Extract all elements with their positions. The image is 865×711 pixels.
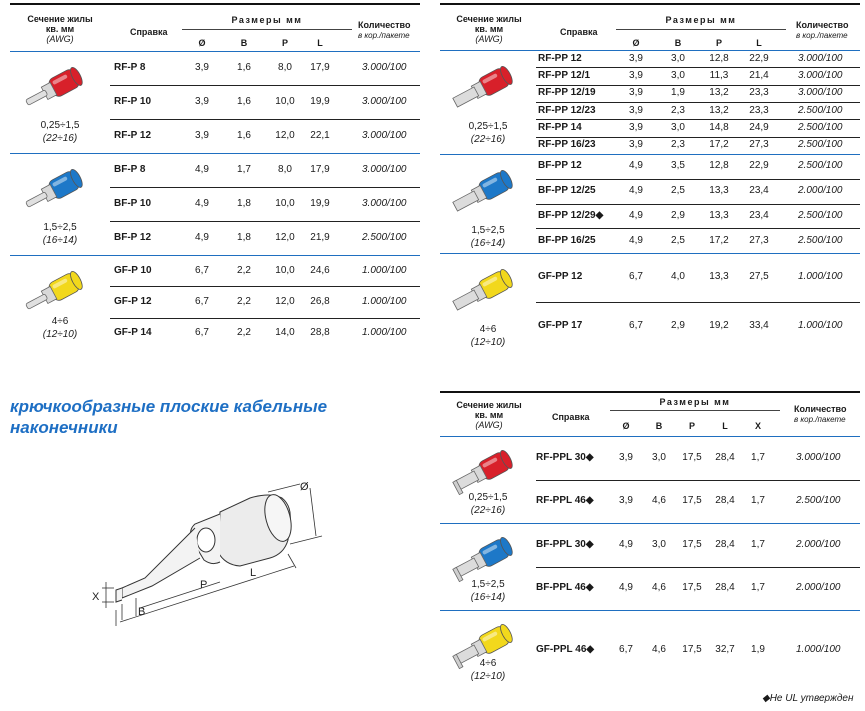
product-code: RF-PP 16/23	[538, 139, 596, 151]
terminal-group	[440, 523, 860, 610]
quantity-value: 1.000/100	[798, 319, 843, 331]
header-section-awg: (AWG)	[475, 34, 503, 44]
dim-d: 3,9	[629, 104, 643, 116]
dim-p: 12,8	[709, 52, 729, 64]
quantity-value: 2.000/100	[796, 582, 841, 594]
drawing-hole	[197, 528, 215, 552]
header-quantity-sub: в кор./пакете	[358, 31, 410, 40]
header-dimensions: Размеры мм	[231, 15, 303, 25]
quantity-value: 2.500/100	[798, 121, 843, 133]
drawing-label-b: B	[138, 606, 146, 618]
dim-d: 6,7	[195, 264, 209, 276]
header-dimensions-rule	[616, 29, 786, 30]
dim-d: 3,9	[619, 495, 633, 507]
product-code: RF-PP 14	[538, 121, 582, 133]
awg-mm2: 1,5÷2,5	[471, 579, 505, 590]
header-section-awg: (AWG)	[46, 34, 74, 44]
header-col-d: Ø	[622, 421, 630, 431]
quantity-value: 3.000/100	[362, 164, 407, 175]
table-row	[440, 228, 860, 253]
awg-mm2: 0,25÷1,5	[40, 120, 80, 131]
dim-p: 14,8	[709, 121, 729, 133]
awg-gauge: (16÷14)	[470, 592, 506, 603]
row-divider	[110, 85, 420, 86]
dim-x: 1,7	[751, 495, 765, 507]
awg-gauge: (16÷14)	[470, 238, 506, 249]
header-col-b: B	[655, 421, 663, 431]
dim-b: 2,2	[237, 295, 251, 307]
dim-d: 6,7	[629, 271, 643, 283]
table-row	[10, 51, 420, 85]
terminal-group	[440, 610, 860, 689]
dim-l: 23,3	[749, 104, 769, 116]
table-row	[440, 567, 860, 611]
header-section-line2: кв. мм	[474, 410, 504, 420]
awg-gauge: (22÷16)	[470, 134, 506, 145]
table-row	[440, 50, 860, 67]
dim-b: 2,5	[671, 234, 685, 246]
dim-x: 1,7	[751, 538, 765, 550]
product-code: RF-PP 12	[538, 52, 582, 64]
product-code: BF-PP 12/25	[538, 185, 596, 197]
quantity-value: 2.000/100	[796, 538, 841, 550]
header-col-p: P	[688, 421, 695, 431]
product-code: GF-PPL 46◆	[536, 643, 595, 655]
table-row	[10, 255, 420, 286]
dim-p: 13,2	[709, 87, 729, 99]
dim-b: 1,8	[237, 198, 251, 209]
quantity-value: 2.500/100	[798, 209, 843, 221]
dim-l: 21,4	[749, 69, 769, 81]
dim-d: 3,9	[629, 52, 643, 64]
dim-d: 3,9	[629, 121, 643, 133]
dim-p: 17,5	[682, 451, 702, 463]
row-divider	[536, 480, 860, 481]
dim-b: 1,8	[237, 232, 251, 243]
header-section-line1: Сечение жилы	[456, 14, 522, 24]
section-title	[10, 396, 327, 438]
dim-p: 13,2	[709, 104, 729, 116]
header-col-b: B	[240, 38, 248, 48]
dim-b: 2,9	[671, 209, 685, 221]
dim-p: 17,5	[682, 495, 702, 507]
dim-d: 4,9	[195, 232, 209, 243]
awg-gauge: (12÷10)	[470, 671, 506, 682]
terminal-group	[440, 436, 860, 523]
dim-d: 4,9	[619, 538, 633, 550]
product-code: BF-PP 16/25	[538, 234, 596, 246]
dim-p: 17,5	[682, 538, 702, 550]
product-code: BF-P 8	[114, 164, 146, 175]
header-quantity	[796, 20, 860, 41]
header-col-d: Ø	[198, 38, 206, 48]
dim-b: 3,0	[671, 69, 685, 81]
row-divider	[536, 102, 860, 103]
quantity-value: 3.000/100	[362, 130, 407, 141]
section-title-line2: наконечники	[10, 418, 118, 437]
footnote-not-ul: ◆Не UL утвержден	[762, 693, 854, 704]
product-code: RF-PPL 30◆	[536, 451, 594, 463]
header-dimensions: Размеры мм	[659, 397, 731, 407]
table-pin-terminals	[10, 3, 420, 351]
quantity-value: 2.500/100	[798, 234, 843, 246]
dim-l: 28,8	[310, 327, 330, 339]
header-col-b: B	[674, 38, 682, 48]
dim-b: 4,6	[652, 643, 666, 655]
quantity-value: 2.500/100	[362, 232, 407, 243]
table-row	[440, 610, 860, 689]
header-dimensions-rule	[182, 29, 352, 30]
dim-d: 3,9	[195, 62, 209, 73]
table-top-border	[440, 391, 860, 393]
dim-b: 2,5	[671, 185, 685, 197]
dim-p: 17,2	[709, 139, 729, 151]
header-section	[440, 400, 538, 430]
dim-l: 19,9	[310, 96, 330, 107]
dim-p: 10,0	[275, 198, 295, 209]
product-code: BF-PPL 46◆	[536, 582, 594, 594]
dim-b: 2,2	[237, 327, 251, 339]
dim-l: 23,4	[749, 209, 769, 221]
dim-x: 1,7	[751, 582, 765, 594]
quantity-value: 3.000/100	[362, 198, 407, 209]
product-code: RF-PP 12/1	[538, 69, 591, 81]
header-col-l: L	[722, 421, 728, 431]
table-row	[440, 253, 860, 302]
awg-gauge: (12÷10)	[42, 329, 78, 340]
row-divider	[536, 228, 860, 229]
dim-b: 3,0	[652, 538, 666, 550]
product-code: GF-PP 17	[538, 319, 583, 331]
row-divider	[536, 567, 860, 568]
dim-l: 27,5	[749, 271, 769, 283]
awg-gauge: (22÷16)	[42, 133, 78, 144]
dim-b: 4,0	[671, 271, 685, 283]
product-code: GF-P 14	[114, 327, 152, 339]
table-row	[440, 119, 860, 136]
quantity-value: 2.500/100	[796, 495, 841, 507]
terminal-group	[440, 253, 860, 350]
product-code: GF-PP 12	[538, 271, 583, 283]
dim-l: 27,3	[749, 234, 769, 246]
dim-p: 10,0	[275, 96, 295, 107]
dim-d: 4,9	[195, 164, 209, 175]
header-section-line1: Сечение жилы	[27, 14, 93, 24]
dim-l: 22,9	[749, 160, 769, 172]
dim-l: 22,1	[310, 130, 330, 141]
dim-b: 3,5	[671, 160, 685, 172]
dim-d: 3,9	[619, 451, 633, 463]
product-code: RF-PP 12/19	[538, 87, 596, 99]
row-divider	[536, 67, 860, 68]
dim-d: 3,9	[629, 87, 643, 99]
terminal-dimension-drawing	[92, 470, 330, 640]
product-code: RF-PP 12/23	[538, 104, 596, 116]
quantity-value: 3.000/100	[796, 451, 841, 463]
product-code: RF-PPL 46◆	[536, 495, 594, 507]
header-col-l: L	[756, 38, 762, 48]
row-divider	[110, 286, 420, 287]
quantity-value: 3.000/100	[798, 52, 843, 64]
header-quantity-label: Количество	[794, 404, 847, 414]
product-code: BF-PP 12	[538, 160, 582, 172]
dim-l: 28,4	[715, 538, 735, 550]
dim-b: 3,0	[671, 121, 685, 133]
header-reference: Справка	[560, 27, 598, 37]
quantity-value: 1.000/100	[362, 295, 407, 307]
dim-d: 4,9	[629, 160, 643, 172]
quantity-value: 1.000/100	[796, 643, 841, 655]
dim-b: 2,2	[237, 264, 251, 276]
quantity-value: 3.000/100	[362, 62, 407, 73]
dim-d: 4,9	[195, 198, 209, 209]
terminal-group	[10, 255, 420, 349]
product-code: BF-PP 12/29◆	[538, 209, 604, 221]
table-row	[440, 137, 860, 154]
awg-mm2: 0,25÷1,5	[468, 492, 508, 503]
table-row	[10, 85, 420, 119]
dim-l: 28,4	[715, 495, 735, 507]
dim-l: 24,6	[310, 264, 330, 276]
header-quantity-sub: в кор./пакете	[794, 415, 846, 424]
dim-p: 17,2	[709, 234, 729, 246]
table-row	[10, 221, 420, 255]
awg-mm2: 4÷6	[479, 658, 497, 669]
dim-b: 4,6	[652, 495, 666, 507]
dim-x: 1,9	[751, 643, 765, 655]
dim-d: 4,9	[619, 582, 633, 594]
table-row	[10, 318, 420, 349]
dim-p: 11,3	[709, 69, 729, 81]
dim-l: 17,9	[310, 62, 330, 73]
dim-p: 13,3	[709, 209, 729, 221]
dim-b: 2,3	[671, 139, 685, 151]
awg-mm2: 1,5÷2,5	[471, 225, 505, 236]
dim-p: 19,2	[709, 319, 729, 331]
header-quantity-label: Количество	[796, 20, 849, 30]
product-code: RF-P 8	[114, 62, 146, 73]
header-section	[440, 14, 538, 44]
dim-l: 23,3	[749, 87, 769, 99]
quantity-value: 2.000/100	[798, 185, 843, 197]
product-code: RF-P 10	[114, 96, 152, 107]
dim-d: 4,9	[629, 234, 643, 246]
table-flat-pin-terminals	[440, 3, 860, 351]
table-row	[10, 153, 420, 187]
dim-l: 26,8	[310, 295, 330, 307]
terminal-group	[440, 50, 860, 154]
row-divider	[110, 119, 420, 120]
header-col-p: P	[715, 38, 722, 48]
awg-mm2: 1,5÷2,5	[43, 222, 77, 233]
dim-l: 28,4	[715, 582, 735, 594]
dim-p: 12,0	[275, 130, 295, 141]
row-divider	[536, 179, 860, 180]
drawing-label-p: P	[200, 579, 208, 591]
dim-x: 1,7	[751, 451, 765, 463]
dim-d: 6,7	[195, 295, 209, 307]
drawing-label-d: Ø	[300, 481, 309, 493]
dim-p: 13,3	[709, 271, 729, 283]
dim-b: 1,6	[237, 130, 251, 141]
table-row	[440, 204, 860, 229]
dim-l: 21,9	[310, 232, 330, 243]
drawing-hook	[116, 588, 122, 602]
dim-p: 8,0	[278, 62, 292, 73]
dim-b: 1,7	[237, 164, 251, 175]
dim-p: 12,0	[275, 232, 295, 243]
table-row	[440, 523, 860, 567]
dim-b: 2,9	[671, 319, 685, 331]
product-code: BF-P 10	[114, 198, 152, 209]
header-reference: Справка	[552, 412, 590, 422]
table-row	[440, 179, 860, 204]
dim-p: 10,0	[275, 264, 295, 276]
row-divider	[536, 85, 860, 86]
dim-b: 1,6	[237, 96, 251, 107]
product-code: GF-P 12	[114, 295, 152, 307]
table-hook-flat-terminals	[440, 391, 860, 689]
row-divider	[536, 137, 860, 138]
drawing-flat-pin	[122, 528, 200, 598]
dim-p: 17,5	[682, 582, 702, 594]
header-quantity	[358, 20, 420, 41]
product-code: BF-P 12	[114, 232, 152, 243]
header-section-line2: кв. мм	[45, 24, 75, 34]
dim-l: 27,3	[749, 139, 769, 151]
row-divider	[536, 119, 860, 120]
table-row	[440, 154, 860, 179]
awg-mm2: 4÷6	[51, 316, 69, 327]
quantity-value: 3.000/100	[362, 96, 407, 107]
dim-l: 23,4	[749, 185, 769, 197]
quantity-value: 1.000/100	[362, 264, 407, 276]
dim-p: 8,0	[278, 164, 292, 175]
row-divider	[110, 187, 420, 188]
dim-l: 28,4	[715, 451, 735, 463]
dim-p: 13,3	[709, 185, 729, 197]
table-row	[440, 480, 860, 524]
dim-l: 32,7	[715, 643, 735, 655]
dim-b: 4,6	[652, 582, 666, 594]
table-row	[10, 286, 420, 317]
quantity-value: 2.500/100	[798, 139, 843, 151]
table-top-border	[440, 3, 860, 5]
dim-l: 19,9	[310, 198, 330, 209]
table-row	[440, 67, 860, 84]
awg-gauge: (12÷10)	[470, 337, 506, 348]
dim-b: 2,3	[671, 104, 685, 116]
row-divider	[110, 318, 420, 319]
header-section-line2: кв. мм	[474, 24, 504, 34]
header-col-x: X	[754, 421, 761, 431]
quantity-value: 3.000/100	[798, 69, 843, 81]
table-row	[440, 436, 860, 480]
table-row	[440, 102, 860, 119]
terminal-group	[10, 153, 420, 255]
dim-d: 6,7	[619, 643, 633, 655]
quantity-value: 1.000/100	[362, 327, 407, 339]
dim-l: 22,9	[749, 52, 769, 64]
header-dimensions: Размеры мм	[665, 15, 737, 25]
terminal-group	[10, 51, 420, 153]
table-row	[440, 302, 860, 351]
quantity-value: 3.000/100	[798, 87, 843, 99]
dim-p: 12,0	[275, 295, 295, 307]
section-title-line1: крючкообразные плоские кабельные	[10, 397, 328, 416]
quantity-value: 1.000/100	[798, 271, 843, 283]
header-section	[10, 14, 110, 44]
dim-p: 14,0	[275, 327, 295, 339]
header-col-p: P	[281, 38, 288, 48]
dim-d: 6,7	[629, 319, 643, 331]
dim-d: 3,9	[629, 139, 643, 151]
dim-d: 3,9	[195, 96, 209, 107]
row-divider	[536, 204, 860, 205]
dim-p: 12,8	[709, 160, 729, 172]
dim-l: 33,4	[749, 319, 769, 331]
product-code: GF-P 10	[114, 264, 152, 276]
awg-gauge: (22÷16)	[470, 505, 506, 516]
dim-d: 4,9	[629, 185, 643, 197]
header-quantity-label: Количество	[358, 20, 411, 30]
dim-d: 3,9	[629, 69, 643, 81]
dim-l: 24,9	[749, 121, 769, 133]
header-quantity	[794, 404, 860, 425]
dim-b: 1,6	[237, 62, 251, 73]
table-row	[10, 187, 420, 221]
awg-gauge: (16÷14)	[42, 235, 78, 246]
awg-mm2: 0,25÷1,5	[468, 121, 508, 132]
header-section-line1: Сечение жилы	[456, 400, 522, 410]
dim-b: 3,0	[671, 52, 685, 64]
dim-d: 4,9	[629, 209, 643, 221]
drawing-label-x: X	[92, 591, 100, 603]
terminal-group	[440, 154, 860, 253]
dim-d: 6,7	[195, 327, 209, 339]
table-row	[10, 119, 420, 153]
quantity-value: 2.500/100	[798, 104, 843, 116]
header-col-l: L	[317, 38, 323, 48]
product-code: BF-PPL 30◆	[536, 538, 594, 550]
header-reference: Справка	[130, 27, 168, 37]
row-divider	[536, 302, 860, 303]
table-row	[440, 85, 860, 102]
dim-b: 3,0	[652, 451, 666, 463]
header-col-d: Ø	[632, 38, 640, 48]
dim-d: 3,9	[195, 130, 209, 141]
header-dimensions-rule	[610, 410, 780, 411]
dim-b: 1,9	[671, 87, 685, 99]
drawing-label-l: L	[250, 567, 257, 579]
awg-mm2: 4÷6	[479, 324, 497, 335]
product-code: RF-P 12	[114, 130, 152, 141]
dim-l: 17,9	[310, 164, 330, 175]
table-top-border	[10, 3, 420, 5]
header-section-awg: (AWG)	[475, 420, 503, 430]
quantity-value: 2.500/100	[798, 160, 843, 172]
dim-p: 17,5	[682, 643, 702, 655]
header-quantity-sub: в кор./пакете	[796, 31, 848, 40]
row-divider	[110, 221, 420, 222]
